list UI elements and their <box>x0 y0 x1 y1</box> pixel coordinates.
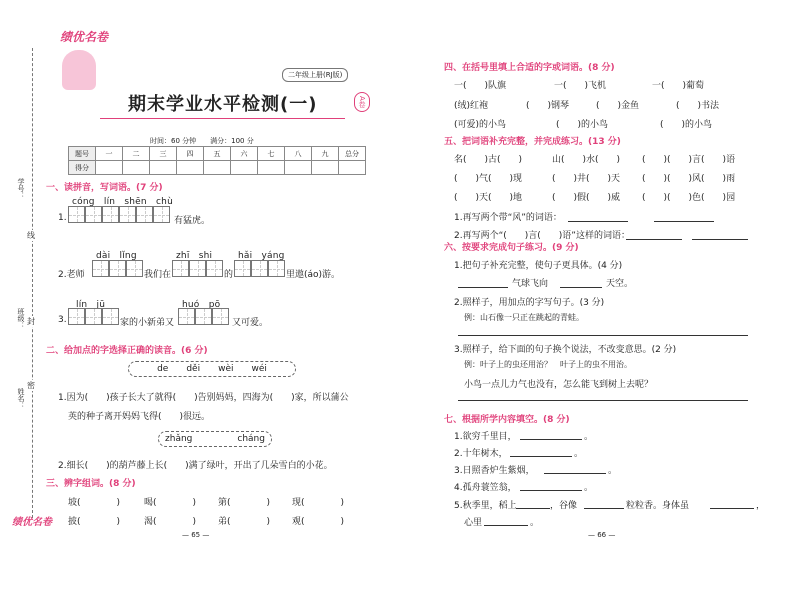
score-blank[interactable] <box>123 161 150 175</box>
id-label: 学号： <box>17 178 25 199</box>
s7-q3-end: 。 <box>608 466 618 476</box>
answer-line[interactable] <box>544 473 606 474</box>
binding-margin <box>12 48 38 518</box>
score-cell: 四 <box>177 147 204 161</box>
answer-line[interactable] <box>710 508 754 509</box>
s7-q5-d: ， <box>756 501 766 511</box>
q3-mid: 家的小新弟又 <box>120 318 175 328</box>
q2-writing-grid-3[interactable] <box>234 260 285 277</box>
q2-tail: 里遨(áo)游。 <box>286 270 341 280</box>
score-cell: 二 <box>123 147 150 161</box>
q3-writing-grid-1[interactable] <box>68 308 119 325</box>
q3-writing-grid-2[interactable] <box>178 308 229 325</box>
pinyin-options-box-2: zhǎng cháng <box>158 431 272 447</box>
s4-item: ( )的小鸟 <box>660 120 713 130</box>
q3-tail: 又可爱。 <box>232 318 269 328</box>
score-blank[interactable] <box>177 161 204 175</box>
q1-tail: 有猛虎。 <box>174 216 211 226</box>
answer-line[interactable] <box>458 400 748 401</box>
s7-q5-b: ，谷像 <box>550 501 578 511</box>
q2-mid-2: 的 <box>224 270 234 280</box>
answer-line[interactable] <box>584 508 624 509</box>
answer-line[interactable] <box>458 335 748 336</box>
binding-mark-mi: 密 <box>27 381 35 390</box>
score-table <box>68 146 366 175</box>
score-blank[interactable] <box>150 161 177 175</box>
answer-line[interactable] <box>520 490 582 491</box>
s2-line-3: 2.细长( )的葫芦藤上长( )满了绿叶，开出了几朵雪白的小花。 <box>58 461 333 471</box>
s4-item: ( )钢琴 <box>526 101 570 111</box>
q1-pinyin: cóng lín shēn chù <box>72 197 173 207</box>
time-info: 时间：60 分钟 满分：100 分 <box>150 137 254 145</box>
q2-pinyin-2: zhī shi <box>176 251 213 261</box>
page-title: 期末学业水平检测(一) <box>128 94 318 115</box>
binding-line <box>32 48 33 518</box>
s6-q2: 2.照样子，用加点的字写句子。(3 分) <box>454 298 605 308</box>
name-label: 姓名： <box>17 388 25 409</box>
s5-item: 名( )古( ) <box>454 155 523 165</box>
s5-item: ( )( )色( )园 <box>642 193 736 203</box>
score-table-header-row <box>69 147 366 161</box>
s7-q5-e: 心里 <box>464 518 483 528</box>
section-3-title: 三、辨字组词。(8 分) <box>46 479 136 489</box>
section-5-title: 五、把词语补充完整，并完成练习。(13 分) <box>444 137 621 147</box>
s7-q2-end: 。 <box>574 449 584 459</box>
s4-item: ( )书法 <box>676 101 720 111</box>
s7-q5-a: 5.秋季里，稻上 <box>454 501 517 511</box>
score-blank[interactable] <box>204 161 231 175</box>
s7-q4: 4.孤舟蓑笠翁， <box>454 483 517 493</box>
q2-lead: 2.老师 <box>58 270 85 280</box>
logo: 绩优名卷 <box>60 30 109 44</box>
s6-q3-example: 例：叶子上的虫还用治？ 叶子上的虫不用治。 <box>464 360 632 369</box>
s4-item: 一( )葡萄 <box>652 81 705 91</box>
section-1-title: 一、读拼音，写词语。(7 分) <box>46 183 163 193</box>
s7-q2: 2.十年树木， <box>454 449 508 459</box>
score-cell: 七 <box>258 147 285 161</box>
s3-word: 渴( ) <box>144 517 197 527</box>
s7-q1: 1.欲穷千里目， <box>454 432 517 442</box>
s6-q1-mid: 气球飞向 <box>512 279 549 289</box>
q2-pinyin-3: hǎi yáng <box>238 251 285 261</box>
s3-word: 披( ) <box>68 517 121 527</box>
left-page <box>10 8 380 548</box>
answer-line[interactable] <box>560 287 602 288</box>
s5-q2: 2.再写两个“( )言( )语”这样的词语： <box>454 231 630 241</box>
answer-line[interactable] <box>568 221 628 222</box>
s4-item: ( )金鱼 <box>596 101 640 111</box>
s6-q3: 3.照样子，给下面的句子换个说法，不改变意思。(2 分) <box>454 345 677 355</box>
s3-word: 第( ) <box>218 498 271 508</box>
score-cell: 五 <box>204 147 231 161</box>
score-blank[interactable] <box>231 161 258 175</box>
s7-q1-end: 。 <box>584 432 594 442</box>
answer-line[interactable] <box>654 221 714 222</box>
s5-item: ( )( )风( )雨 <box>642 174 736 184</box>
section-2-title: 二、给加点的字选择正确的读音。(6 分) <box>46 346 208 356</box>
s3-word: 坡( ) <box>68 498 121 508</box>
q1-number: 1. <box>58 213 67 223</box>
s2-line-2: 英的种子离开妈妈飞得( )很远。 <box>68 412 211 422</box>
score-cell: 题号 <box>69 147 96 161</box>
section-6-title: 六、按要求完成句子练习。(9 分) <box>444 243 579 253</box>
bottom-logo: 绩优名卷 <box>12 517 52 528</box>
answer-line[interactable] <box>510 456 572 457</box>
s7-q5-f: 。 <box>530 518 540 528</box>
score-cell: 得分 <box>69 161 96 175</box>
q3-pinyin-1: lín jū <box>76 300 106 310</box>
s6-q3-sentence: 小鸟一点儿力气也没有，怎么能飞到树上去呢？ <box>464 380 654 390</box>
mascot-icon <box>62 50 96 90</box>
s6-q1-tail: 天空。 <box>606 279 634 289</box>
score-cell: 三 <box>150 147 177 161</box>
right-page <box>420 8 790 548</box>
q2-writing-grid-2[interactable] <box>172 260 223 277</box>
s3-word: 观( ) <box>292 517 345 527</box>
score-blank[interactable] <box>339 161 366 175</box>
binding-mark-xian: 线 <box>27 231 35 240</box>
q2-mid-1: 我们在 <box>144 270 172 280</box>
s4-item: 一( )飞机 <box>554 81 607 91</box>
answer-line[interactable] <box>484 525 528 526</box>
q3-number: 3. <box>58 315 67 325</box>
s6-q2-example: 例：山石像一只正在跳起的青蛙。 <box>464 313 584 322</box>
pinyin-options-box-1: de děi wèi wéi <box>128 361 296 377</box>
s7-q3: 3.日照香炉生紫烟， <box>454 466 535 476</box>
answer-line[interactable] <box>692 239 748 240</box>
s4-item: (绒)红袍 <box>454 101 489 111</box>
s4-item: 一( )队旗 <box>454 81 507 91</box>
side-tag: A卷 <box>354 92 370 112</box>
title-underline <box>100 118 345 119</box>
s7-q4-end: 。 <box>584 483 594 493</box>
s3-word: 现( ) <box>292 498 345 508</box>
section-4-title: 四、在括号里填上合适的字或词语。(8 分) <box>444 63 615 73</box>
answer-line[interactable] <box>516 508 550 509</box>
q2-writing-grid-1[interactable] <box>92 260 143 277</box>
answer-line[interactable] <box>520 439 582 440</box>
q1-writing-grid[interactable] <box>68 206 170 223</box>
answer-line[interactable] <box>458 287 508 288</box>
s2-line-1: 1.因为( )孩子长大了就得( )告别妈妈，四海为( )家，所以蒲公 <box>58 393 349 403</box>
score-cell: 六 <box>231 147 258 161</box>
s3-word: 弟( ) <box>218 517 271 527</box>
score-cell: 一 <box>96 147 123 161</box>
s5-item: ( )( )言( )语 <box>642 155 736 165</box>
score-blank[interactable] <box>285 161 312 175</box>
page-number-right: — 66 — <box>588 531 616 539</box>
class-label: 班级： <box>17 308 25 329</box>
s4-item: (可爱)的小鸟 <box>454 120 507 130</box>
score-table-score-row <box>69 161 366 175</box>
q2-pinyin-1: dài lǐng <box>96 251 137 261</box>
score-cell: 总分 <box>339 147 366 161</box>
s5-item: 山( )水( ) <box>552 155 621 165</box>
s5-item: ( )气( )现 <box>454 174 523 184</box>
s7-q5-c: 粒粒香。身体虽 <box>626 501 690 511</box>
score-blank[interactable] <box>312 161 339 175</box>
answer-line[interactable] <box>626 239 682 240</box>
score-blank[interactable] <box>96 161 123 175</box>
s4-item: ( )的小鸟 <box>556 120 609 130</box>
score-blank[interactable] <box>258 161 285 175</box>
s3-word: 喝( ) <box>144 498 197 508</box>
section-7-title: 七、根据所学内容填空。(8 分) <box>444 415 570 425</box>
s5-item: ( )井( )天 <box>552 174 621 184</box>
binding-mark-feng: 封 <box>27 317 35 326</box>
grade-badge: 二年级上册(RJ版) <box>282 68 348 82</box>
q3-pinyin-2: huó pō <box>182 300 221 310</box>
s5-item: ( )假( )威 <box>552 193 621 203</box>
score-cell: 九 <box>312 147 339 161</box>
s5-q1: 1.再写两个带“风”的词语： <box>454 213 562 223</box>
s5-item: ( )天( )地 <box>454 193 523 203</box>
page-number-left: — 65 — <box>182 531 210 539</box>
s6-q1: 1.把句子补充完整，使句子更具体。(4 分) <box>454 261 623 271</box>
score-cell: 八 <box>285 147 312 161</box>
